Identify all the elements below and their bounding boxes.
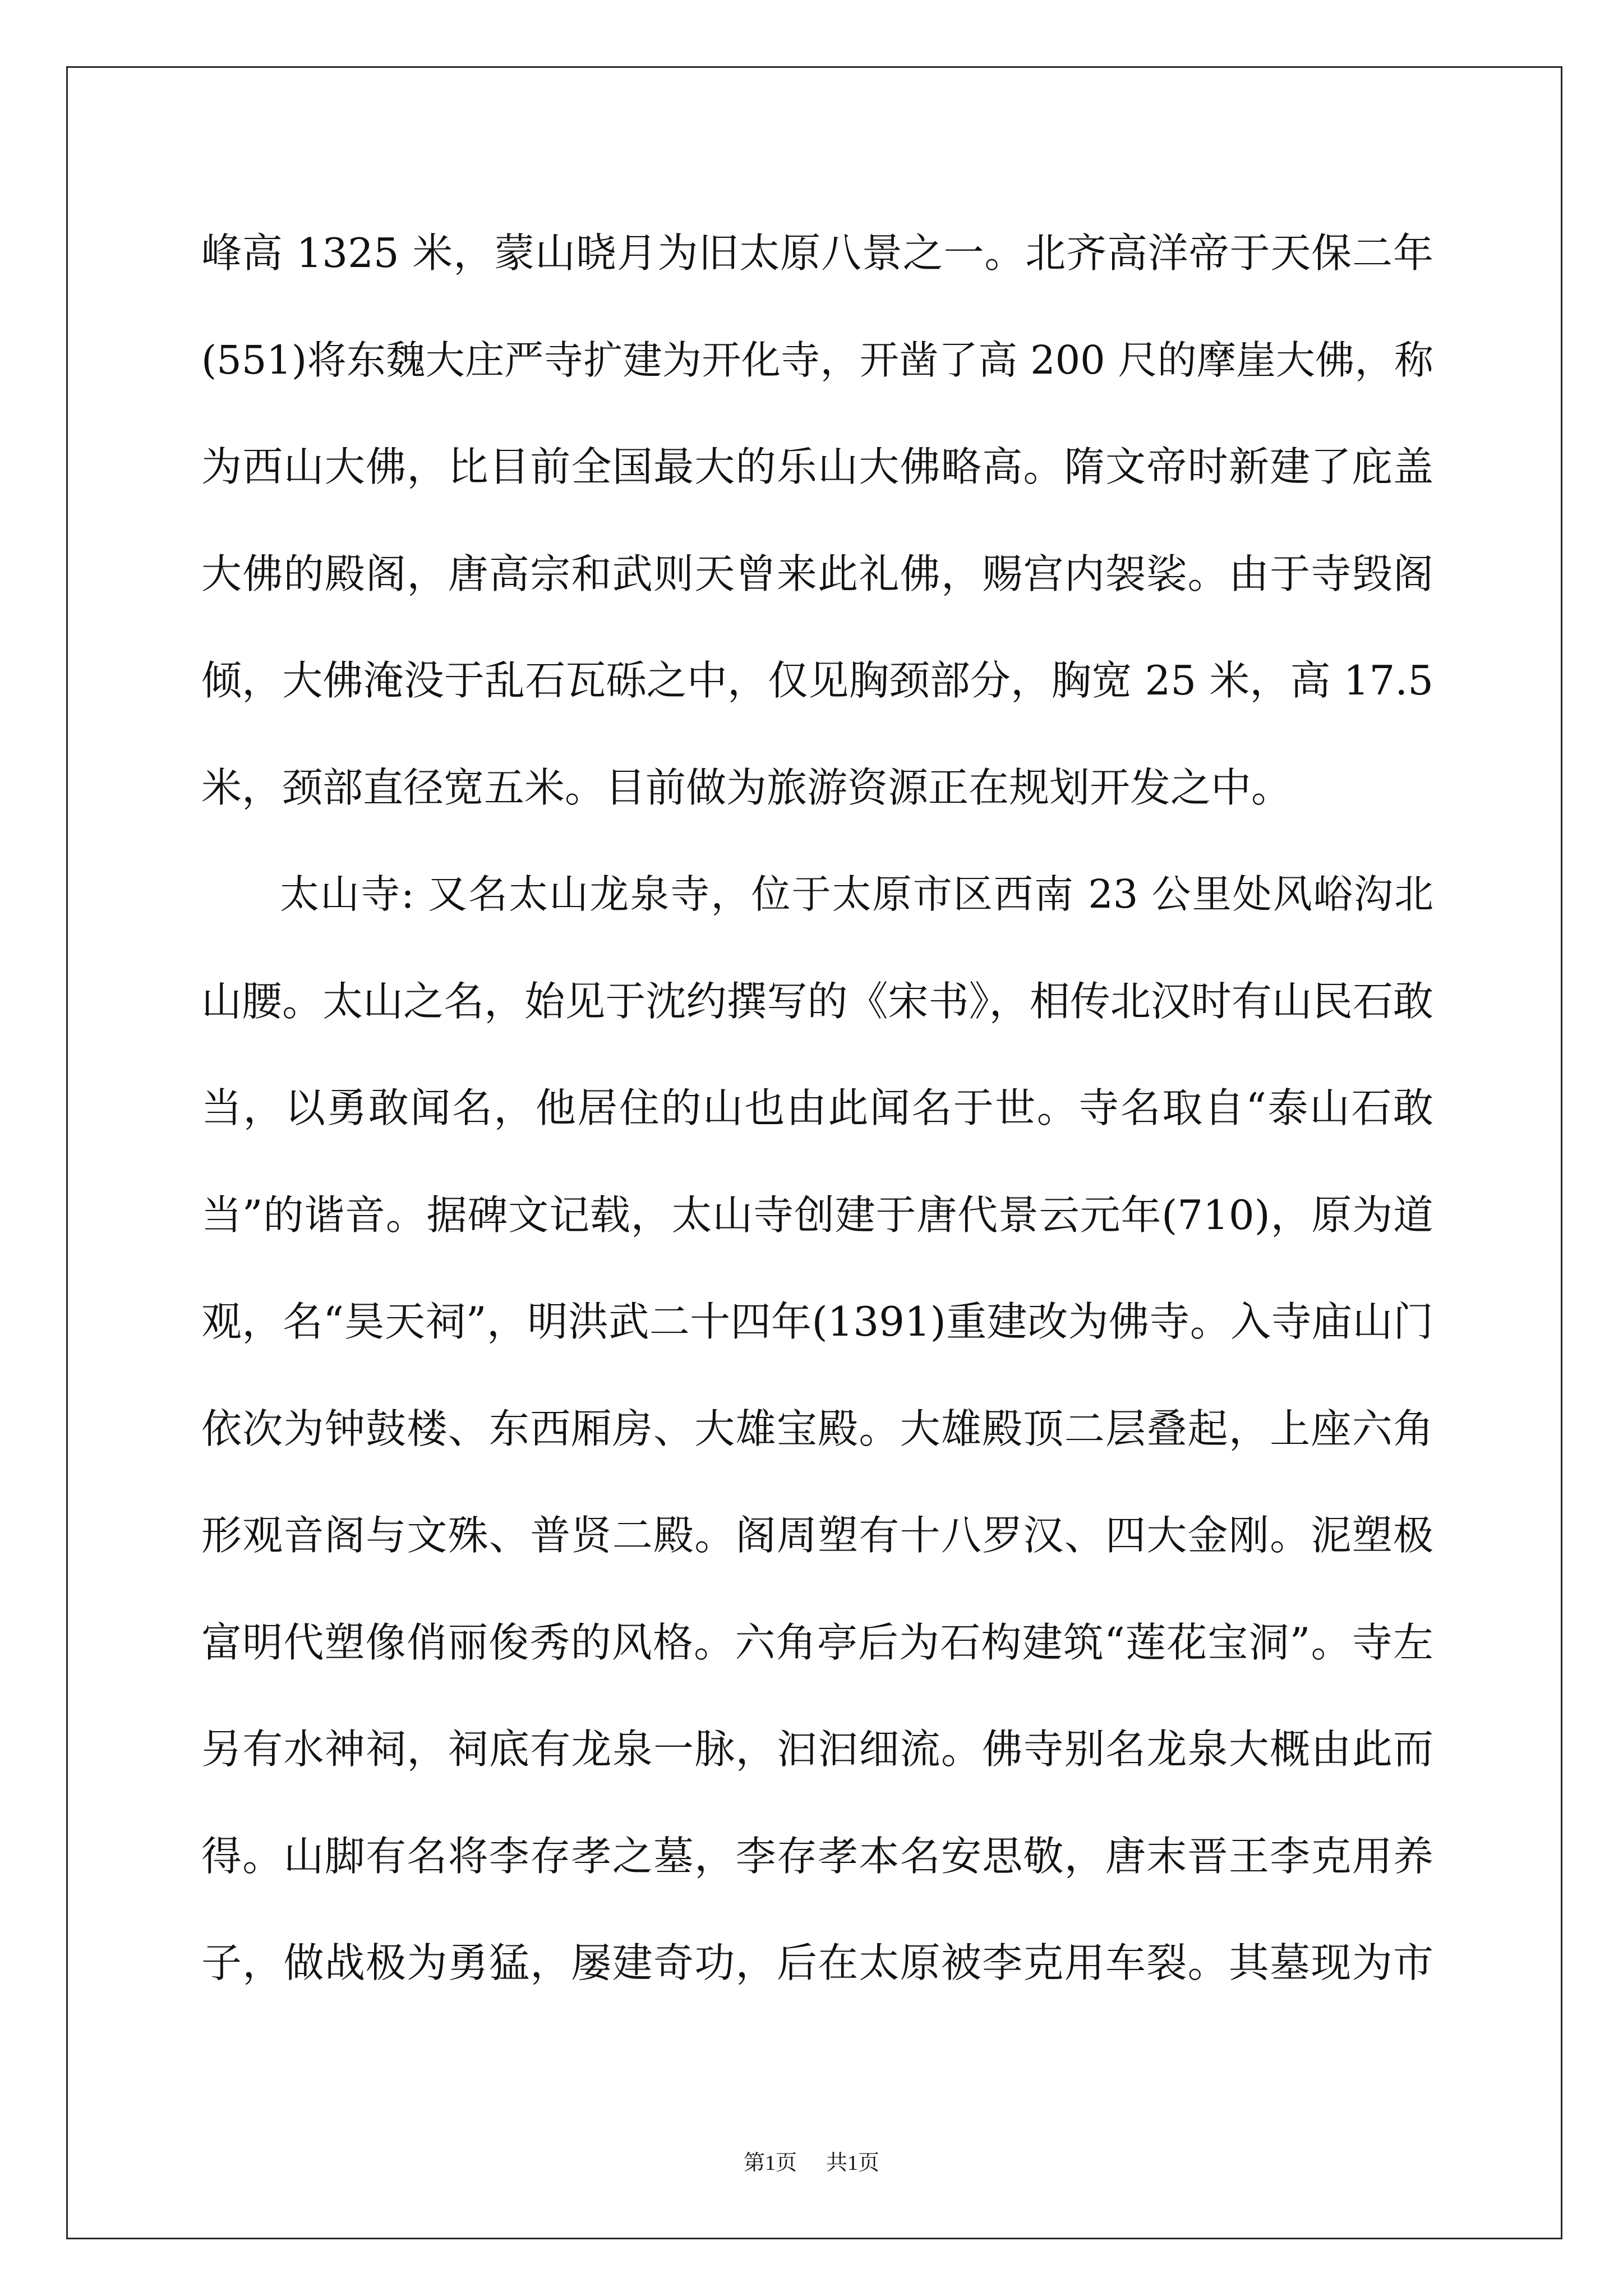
text-line: 观，名“昊天祠”，明洪武二十四年(1391)重建改为佛寺。入寺庙山门 bbox=[201, 1298, 1433, 1345]
text-line: 倾，大佛淹没于乱石瓦砾之中，仅见胸颈部分，胸宽 25 米，高 17.5 bbox=[201, 657, 1433, 704]
text-line: 米，颈部直径宽五米。目前做为旅游资源正在规划开发之中。 bbox=[201, 763, 1292, 811]
text-line: 依次为钟鼓楼、东西厢房、大雄宝殿。大雄殿顶二层叠起，上座六角 bbox=[201, 1405, 1433, 1452]
paragraph bbox=[201, 200, 1433, 841]
page-total: 共1页 bbox=[826, 2151, 880, 2175]
text-line: 形观音阁与文殊、普贤二殿。阁周塑有十八罗汉、四大金刚。泥塑极 bbox=[201, 1512, 1433, 1559]
text-line: 大佛的殿阁，唐高宗和武则天曾来此礼佛，赐宫内袈裟。由于寺毁阁 bbox=[201, 550, 1433, 597]
page-footer bbox=[0, 2149, 1623, 2177]
text-line: 当”的谐音。据碑文记载，太山寺创建于唐代景云元年(710)，原为道 bbox=[201, 1191, 1433, 1239]
paragraph bbox=[201, 841, 1433, 2017]
text-line: 当，以勇敢闻名，他居住的山也由此闻名于世。寺名取自“泰山石敢 bbox=[201, 1084, 1433, 1131]
text-line: (551)将东魏大庄严寺扩建为开化寺，开凿了高 200 尺的摩崖大佛，称 bbox=[201, 337, 1433, 383]
text-line: 另有水神祠，祠底有龙泉一脉，汩汩细流。佛寺别名龙泉大概由此而 bbox=[201, 1726, 1433, 1773]
text-line: 山腰。太山之名，始见于沈约撰写的《宋书》，相传北汉时有山民石敢 bbox=[201, 977, 1433, 1025]
text-line: 峰高 1325 米，蒙山晓月为旧太原八景之一。北齐高洋帝于天保二年 bbox=[201, 229, 1433, 277]
page-number: 第1页 bbox=[743, 2151, 797, 2175]
document-body bbox=[201, 200, 1433, 2017]
text-line: 得。山脚有名将李存孝之墓，李存孝本名安思敬，唐末晋王李克用养 bbox=[201, 1832, 1433, 1880]
text-line: 富明代塑像俏丽俊秀的风格。六角亭后为石构建筑“莲花宝洞”。寺左 bbox=[201, 1618, 1433, 1666]
text-line: 子，做战极为勇猛，屡建奇功，后在太原被李克用车裂。其墓现为市 bbox=[201, 1939, 1433, 1986]
text-line: 为西山大佛，比目前全国最大的乐山大佛略高。隋文帝时新建了庇盖 bbox=[201, 443, 1433, 490]
text-line: 太山寺: 又名太山龙泉寺，位于太原市区西南 23 公里处风峪沟北 bbox=[280, 871, 1433, 917]
